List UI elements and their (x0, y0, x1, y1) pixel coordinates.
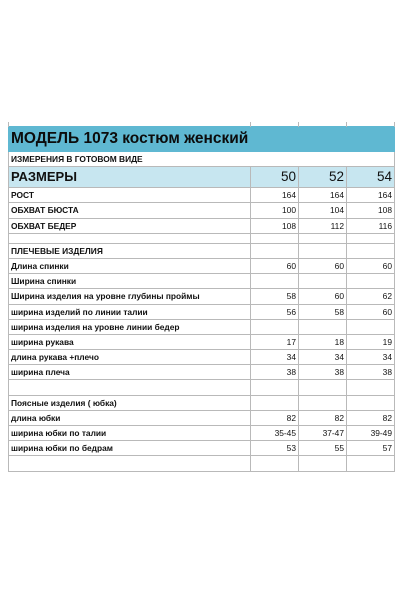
cell-value: 164 (347, 188, 395, 203)
cell-value: 60 (347, 304, 395, 319)
cell-value: 17 (251, 334, 299, 349)
cell-value: 58 (251, 289, 299, 304)
cell-value: 34 (299, 350, 347, 365)
sizes-label: РАЗМЕРЫ (9, 167, 251, 188)
cell-value: 35-45 (251, 426, 299, 441)
cell-value: 34 (251, 350, 299, 365)
cell-value: 57 (347, 441, 395, 456)
table-row (9, 441, 395, 456)
table-row (9, 334, 395, 349)
cell-value: 34 (347, 350, 395, 365)
cell-value: 60 (251, 258, 299, 273)
table-row (9, 304, 395, 319)
cell-value: 82 (251, 410, 299, 425)
row-label: ширина юбки по талии (9, 426, 251, 441)
table-row (9, 258, 395, 273)
row-label: ширина плеча (9, 365, 251, 380)
row-label: ОБХВАТ БЮСТА (9, 203, 251, 218)
cell-value (251, 274, 299, 289)
measurements-subtitle: ИЗМЕРЕНИЯ В ГОТОВОМ ВИДЕ (9, 152, 395, 167)
blank-row (9, 380, 395, 395)
row-label: длина рукава +плечо (9, 350, 251, 365)
cell-value: 82 (299, 410, 347, 425)
cell-value: 56 (251, 304, 299, 319)
model-title: МОДЕЛЬ 1073 костюм женский (9, 127, 395, 152)
cell-value: 164 (299, 188, 347, 203)
cell-value: 112 (299, 218, 347, 233)
size-header: 50 (251, 167, 299, 188)
subtitle-row (9, 152, 395, 167)
table-row (9, 188, 395, 203)
table-row (9, 350, 395, 365)
blank-row (9, 233, 395, 243)
title-row (9, 127, 395, 152)
table-row (9, 365, 395, 380)
cell-value: 38 (251, 365, 299, 380)
section-header-row (9, 395, 395, 410)
table-row (9, 426, 395, 441)
cell-value: 18 (299, 334, 347, 349)
cell-value: 55 (299, 441, 347, 456)
cell-value: 104 (299, 203, 347, 218)
size-header: 52 (299, 167, 347, 188)
cell-value: 39-49 (347, 426, 395, 441)
sizes-header-row (9, 167, 395, 188)
waist-section-title: Поясные изделия ( юбка) (9, 395, 251, 410)
cell-value (251, 319, 299, 334)
cell-value: 108 (251, 218, 299, 233)
row-label: Длина спинки (9, 258, 251, 273)
table-row (9, 410, 395, 425)
row-label: длина юбки (9, 410, 251, 425)
cell-value (299, 274, 347, 289)
cell-value: 62 (347, 289, 395, 304)
table-row (9, 319, 395, 334)
cell-value: 82 (347, 410, 395, 425)
size-chart-table (8, 122, 395, 472)
cell-value: 100 (251, 203, 299, 218)
cell-value: 58 (299, 304, 347, 319)
cell-value: 116 (347, 218, 395, 233)
section-header-row (9, 243, 395, 258)
table-row (9, 203, 395, 218)
cell-value: 60 (299, 289, 347, 304)
row-label: Ширина изделия на уровне глубины проймы (9, 289, 251, 304)
cell-value: 38 (347, 365, 395, 380)
row-label: РОСТ (9, 188, 251, 203)
cell-value: 60 (299, 258, 347, 273)
row-label: ширина изделий по линии талии (9, 304, 251, 319)
row-label: ширина изделия на уровне линии бедер (9, 319, 251, 334)
cell-value: 38 (299, 365, 347, 380)
cell-value: 53 (251, 441, 299, 456)
size-header: 54 (347, 167, 395, 188)
cell-value (347, 274, 395, 289)
blank-row (9, 456, 395, 471)
cell-value: 108 (347, 203, 395, 218)
row-label: ширина юбки по бедрам (9, 441, 251, 456)
table-row (9, 274, 395, 289)
table-row (9, 289, 395, 304)
cell-value: 60 (347, 258, 395, 273)
cell-value (347, 319, 395, 334)
row-label: Ширина спинки (9, 274, 251, 289)
cell-value: 19 (347, 334, 395, 349)
row-label: ОБХВАТ БЕДЕР (9, 218, 251, 233)
row-label: ширина рукава (9, 334, 251, 349)
cell-value: 164 (251, 188, 299, 203)
cell-value (299, 319, 347, 334)
shoulder-section-title: ПЛЕЧЕВЫЕ ИЗДЕЛИЯ (9, 243, 251, 258)
table-row (9, 218, 395, 233)
cell-value: 37-47 (299, 426, 347, 441)
